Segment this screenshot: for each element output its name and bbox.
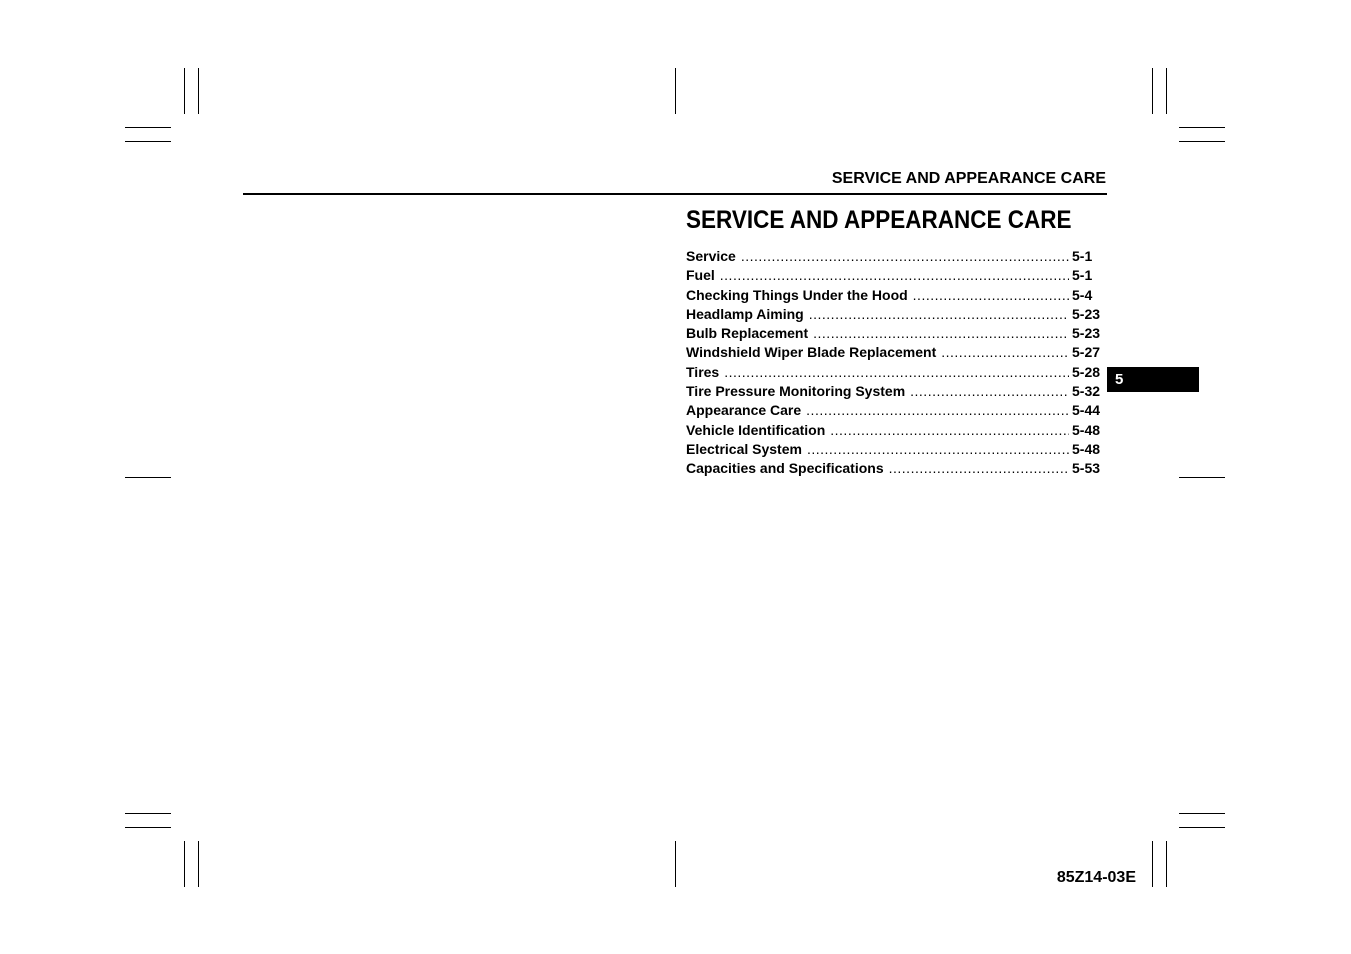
toc-leader-dots	[806, 401, 1069, 420]
toc-entry[interactable]	[686, 440, 1102, 459]
toc-entry[interactable]	[686, 266, 1102, 285]
crop-mark	[198, 841, 199, 887]
crop-mark	[125, 813, 171, 814]
crop-mark	[1179, 477, 1225, 478]
toc-leader-dots	[813, 324, 1069, 343]
header-rule	[243, 193, 1107, 195]
toc-leader-dots	[941, 343, 1069, 362]
crop-mark	[184, 841, 185, 887]
crop-mark	[1152, 841, 1153, 887]
toc-entry-page: 5-4	[1072, 286, 1093, 303]
running-head: SERVICE AND APPEARANCE CARE	[831, 170, 1106, 187]
chapter-number: 5	[1115, 371, 1124, 388]
toc-leader-dots	[910, 382, 1069, 401]
crop-mark	[675, 68, 676, 114]
toc-entry-label: Vehicle Identification	[686, 421, 826, 438]
toc-entry[interactable]	[686, 247, 1102, 266]
crop-mark	[1166, 68, 1167, 114]
crop-mark	[125, 827, 171, 828]
toc-entry-label: Headlamp Aiming	[686, 305, 804, 322]
toc-entry[interactable]	[686, 363, 1102, 382]
toc-entry-page: 5-53	[1072, 460, 1101, 477]
crop-mark	[198, 68, 199, 114]
toc-entry[interactable]	[686, 459, 1102, 478]
toc-entry-page: 5-1	[1072, 267, 1093, 284]
toc-leader-dots	[741, 247, 1069, 266]
crop-mark	[184, 68, 185, 114]
toc-entry-page: 5-48	[1072, 440, 1101, 457]
crop-mark	[125, 127, 171, 128]
toc-entry-page: 5-1	[1072, 248, 1093, 264]
toc-entry[interactable]	[686, 324, 1102, 343]
toc-entry-label: Fuel	[686, 267, 715, 284]
toc-entry-label: Appearance Care	[686, 402, 802, 419]
crop-mark	[1179, 127, 1225, 128]
toc-entry[interactable]	[686, 343, 1102, 362]
toc-entry-page: 5-27	[1072, 344, 1101, 361]
toc-leader-dots	[889, 459, 1069, 478]
toc-entry-label: Windshield Wiper Blade Replacement	[686, 344, 937, 361]
toc-entry-label: Capacities and Specifications	[686, 460, 884, 477]
toc-entry-label: Tires	[686, 363, 720, 380]
toc-entry[interactable]	[686, 305, 1102, 324]
toc-entry-page: 5-28	[1072, 363, 1101, 380]
crop-mark	[1152, 68, 1153, 114]
crop-mark	[125, 141, 171, 142]
toc-leader-dots	[913, 286, 1069, 305]
crop-mark	[125, 477, 171, 478]
toc-leader-dots	[809, 305, 1069, 324]
toc-entry[interactable]	[686, 286, 1102, 305]
toc-entry-label: Service	[686, 248, 736, 264]
crop-mark	[1179, 827, 1225, 828]
toc-entry-page: 5-44	[1072, 402, 1101, 419]
crop-mark	[675, 841, 676, 887]
toc-leader-dots	[720, 266, 1069, 285]
toc-entry-label: Electrical System	[686, 440, 802, 457]
toc-entry[interactable]	[686, 382, 1102, 401]
crop-mark	[1166, 841, 1167, 887]
toc-leader-dots	[830, 421, 1069, 440]
table-of-contents	[686, 247, 1102, 479]
toc-entry-page: 5-32	[1072, 383, 1101, 400]
toc-entry[interactable]	[686, 401, 1102, 420]
toc-entry-label: Bulb Replacement	[686, 325, 809, 342]
document-code: 85Z14-03E	[1056, 869, 1136, 886]
toc-entry-page: 5-48	[1072, 421, 1101, 438]
toc-entry-page: 5-23	[1072, 305, 1101, 322]
toc-entry-page: 5-23	[1072, 325, 1101, 342]
toc-leader-dots	[724, 363, 1069, 382]
toc-entry-label: Checking Things Under the Hood	[686, 286, 908, 303]
chapter-tab[interactable]	[1107, 367, 1199, 392]
toc-leader-dots	[807, 440, 1069, 459]
crop-mark	[1179, 141, 1225, 142]
toc-entry[interactable]	[686, 421, 1102, 440]
section-title: SERVICE AND APPEARANCE CARE	[686, 206, 1072, 234]
crop-mark	[1179, 813, 1225, 814]
toc-entry-label: Tire Pressure Monitoring System	[686, 383, 906, 400]
